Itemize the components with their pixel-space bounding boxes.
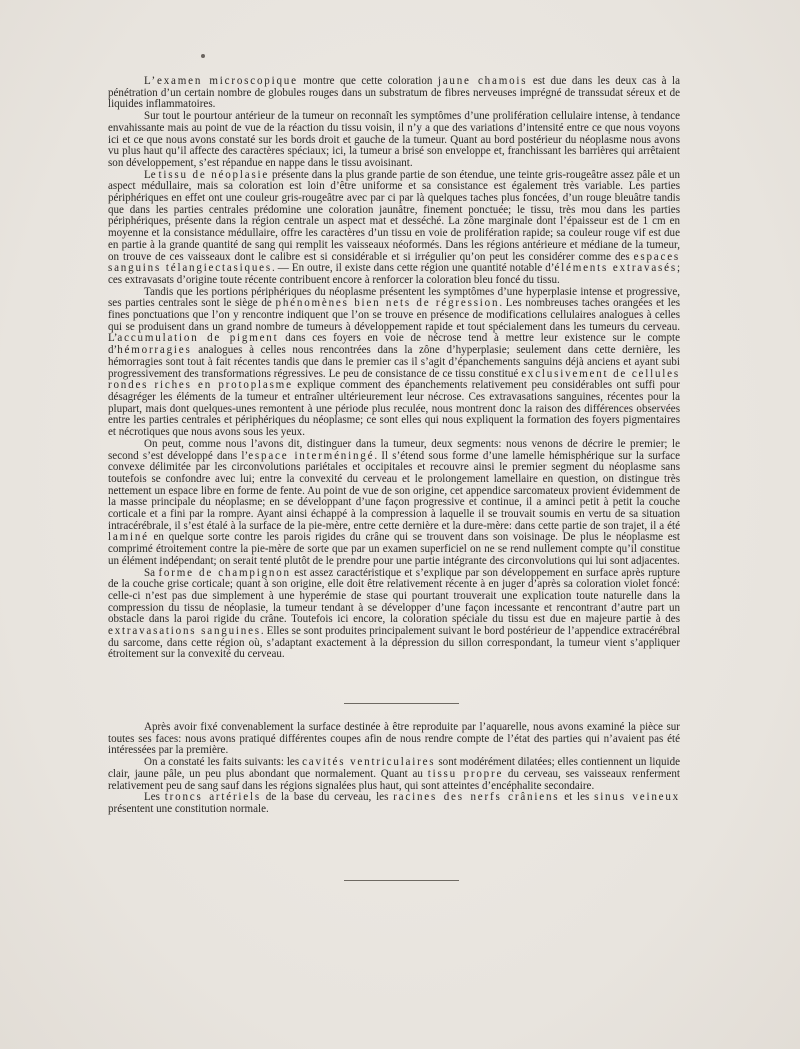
paragraph [108,170,680,287]
text-run: On a constaté les faits suivants: les [144,756,303,769]
text-run: ; ces extravasats d’origine toute récente contribuent encore à renforcer la coloration bleu foncé du tissu. [108,262,681,286]
text-run: est due dans les deux cas à la pénétration d’un certain nombre de globules rouges dans un substratum de fibres nerveuses imprégné de transsudat séreux et de liquides inflammatoires. [108,75,680,111]
text-run: Sur tout le pourtour antérieur de la tumeur on reconnaît les symptômes d’une prolifération cellulaire intense, à tendance envahissante mais au point de vue de la réaction du tissu voisin, il n’y a que des variations d’intensité entre ce que nous voyons ici et ce que nous avons constaté sur les bords droit et gauche de la tumeur. Quant au bord postérieur du néoplasme nous avons vu plus haut qu’il affecte des caractères spéciaux; ici, la tumeur a brisé son enveloppe et, franchissant les barrières qui arrêtaient son développement, s’est répandue en nappe dans le tissu avoisinant. [108,110,680,169]
text-run: Sa [144,566,159,579]
paragraph [108,439,680,568]
emphasized-term: éléments extravasés [554,262,677,275]
emphasized-term: racines des nerfs crâniens [393,791,560,804]
text-run: présentent une constitution normale. [108,802,269,815]
emphasized-term: jaune chamois [437,75,528,87]
emphasized-term: accumulation de pigment [117,332,279,345]
text-run: Après avoir fixé convenablement la surface destinée à être reproduite par l’aquarelle, nous avons examiné la pièce sur toutes ses faces: nous avons pratiqué différentes coupes afin de nous rendre compte de l’état des parties qui n’avaient pas été intéressées par la première. [108,721,680,757]
emphasized-term: cavités ventriculaires [302,756,436,769]
emphasized-term: hémorragies [117,344,192,357]
paragraph [108,757,680,792]
text-run: . Elles se sont produites principalement suivant le bord postérieur de l’appendice extracérébral du sarcome, dans cette région où, s’adaptant exactement à la dépression du sillon correspondant, la tumeur vient s’appliquer étroitement sur la convexité du cerveau. [108,625,680,661]
text-run: On peut, comme nous l’avons dit, distinguer dans la tumeur, deux segments: nous venons de décrire le premier; le second s’est développé dans l’ [108,437,680,462]
paragraph [108,568,680,662]
emphasized-term: troncs artériels [164,791,261,804]
text-run: est assez caractéristique et s’explique par son développement en surface après rupture de la couche grise corticale; quant à son origine, elle doit être relativement récente à en juger d’après sa coloration violet foncé: celle-ci n’est pas due simplement à une hyperémie de stase qui pourtant trouverait une explication toute naturelle dans la compression du tissu de néoplasie, la tumeur tendant à se développer d’une façon incessante et rencontrant d’autre part un obstacle dans la paroi rigide du crâne. Toutefois ici encore, la coloration spéciale du tissu est due en majeure partie à des [108,566,680,626]
section-divider-rule [344,703,459,704]
paragraph [108,287,680,439]
text-run: explique comment des épanchements relativement peu considérables ont suffi pour désagréger les éléments de la tumeur et entraîner ultérieurement leur nécrose. Ces extravasations sanguines, récentes pour la plupart, mais dont quelques-unes remontent à une période plus reculée, nous montrent donc la raison des différences observées entre les parties centrales et périphériques du néoplasme; ce sont elles qui nous expliquent la formation des foyers pigmentaires et nécrotiques que nous avons sous les yeux. [108,379,680,439]
text-run: du cerveau, ses vaisseaux renferment relativement peu de sang sauf dans les régions signalées plus haut, qui sont atteintes d’encéphalite secondaire. [108,767,681,792]
emphasized-term: phénomènes bien nets de régression [275,297,500,310]
end-divider-rule [344,880,459,881]
text-run: montre que cette coloration [297,75,438,87]
paragraph [108,76,680,111]
emphasized-term: tissu propre [427,767,504,780]
text-run: Le [144,168,159,181]
paragraph [108,722,680,757]
text-section-pathology [108,76,680,661]
emphasized-term: laminé [108,531,149,544]
emphasized-term: extravasations sanguines [108,625,261,638]
emphasized-term: espace interméningé [248,449,375,462]
emphasized-term: exclusivement de cellules rondes riches en protoplasme [108,367,680,392]
emphasized-term: sinus veineux [594,791,681,804]
emphasized-term: forme de champignon [158,566,291,579]
emphasized-term: espaces sanguins télangiectasiques [108,250,680,275]
text-run: . Il s’étend sous forme d’une lamelle hémisphérique sur la surface convexe délimitée par les circonvolutions pariétales et occipitales et recouvre ainsi le premier segment du néoplasme sans toutefois se confondre avec lui; entre la convexité du cerveau et le prolongement lamellaire en question, on distingue très nettement un espace libre en forme de fente. Au point de vue de son origine, cet appendice sarcomateux provient évidemment de la masse principale du néoplasme; en se développant d’une façon progressive et continue, il a aminci petit à petit la couche corticale et a fini par la rompre. Ayant ainsi échappé à la compression à laquelle il se trouvait soumis en vertu de sa situation intracérébrale, il s’est étalé à la surface de la pie-mère, entre cette dernière et la dure-mère: dans cette partie de son trajet, il a été [108,449,680,532]
emphasized-term: tissu de néoplasie [158,168,270,181]
ink-dot [201,54,205,58]
text-run: de la base du cerveau, les [260,791,394,804]
text-run: analogues à celles nous rencontrées dans la zône d’hyperplasie; seulement dans cette dernière, les hémorragies sont tout à fait récentes tandis que dans le premier cas il s’agit d’épanchements sanguins déjà anciens et ayant subi progressivement des transformations régressives. Le peu de consistance de ce tissu constitué [108,344,680,380]
text-run: Tandis que les portions périphériques du néoplasme présentent les symptômes d’une hyperplasie intense et progressive, ses parties centrales sont le siège de [108,285,680,310]
text-run: sont modérément dilatées; elles contiennent un liquide clair, jaune pâle, un peu plus abondant que normalement. Quant au [108,756,680,780]
text-run: dans ces foyers en voie de nécrose tend à mettre leur existence sur le compte d’ [108,332,680,357]
text-run: et les [559,791,595,804]
paragraph [108,111,680,170]
emphasized-term: L’examen microscopique [144,75,298,87]
text-section-examination [108,722,680,816]
text-run: . Les nombreuses taches orangées et les fines ponctuations que l’on y rencontre indiquent que l’on se trouve en présence de modifications cellulaires analogues à celles qui se produisent dans un grand nombre de tumeurs à développement rapide et tout spécialement dans les tumeurs du cerveau. L’ [108,297,681,345]
text-run: en quelque sorte contre les parois rigides du crâne qui se trouvent dans son voisinage. De plus le néoplasme est comprimé étroitement contre la pie-mère de sorte que par un examen superficiel on ne se rend nullement compte qu’il constitue un élément indépendant; on serait tenté plutôt de le prendre pour une partie intégrante des circonvolutions qui lui sont adjacentes. [108,531,680,567]
paragraph [108,792,680,815]
text-run: . — En outre, il existe dans cette région une quantité notable d’ [271,262,555,275]
text-run: Les [144,791,165,804]
text-run: présente dans la plus grande partie de son étendue, une teinte gris-rougeâtre assez pâle et un aspect médullaire, mais sa coloration est loin d’être uniforme et sa consistance est également très variable. Les parties périphériques en effet ont une couleur gris-rougeâtre avec par ci par là quelques taches plus foncées, d’un rouge bleuâtre tandis que dans les parties centrales prédomine une coloration jaunâtre, finement ponctuée; le tissu, très mou dans les parties périphériques, présente dans la région centrale un aspect mat et desséché. La zône marginale dont l’épaisseur est de 1 cm en moyenne et la consistance médullaire, offre les caractères d’un tissu en voie de prolifération rapide; sa couleur rouge vif est due en partie à la grande quantité de sang qui remplit les vaisseaux néoformés. Dans les régions antérieure et médiane de la tumeur, on trouve de ces vaisseaux dont le calibre est si considérable et si irrégulier qu’on peut les considérer comme des [108,168,680,263]
